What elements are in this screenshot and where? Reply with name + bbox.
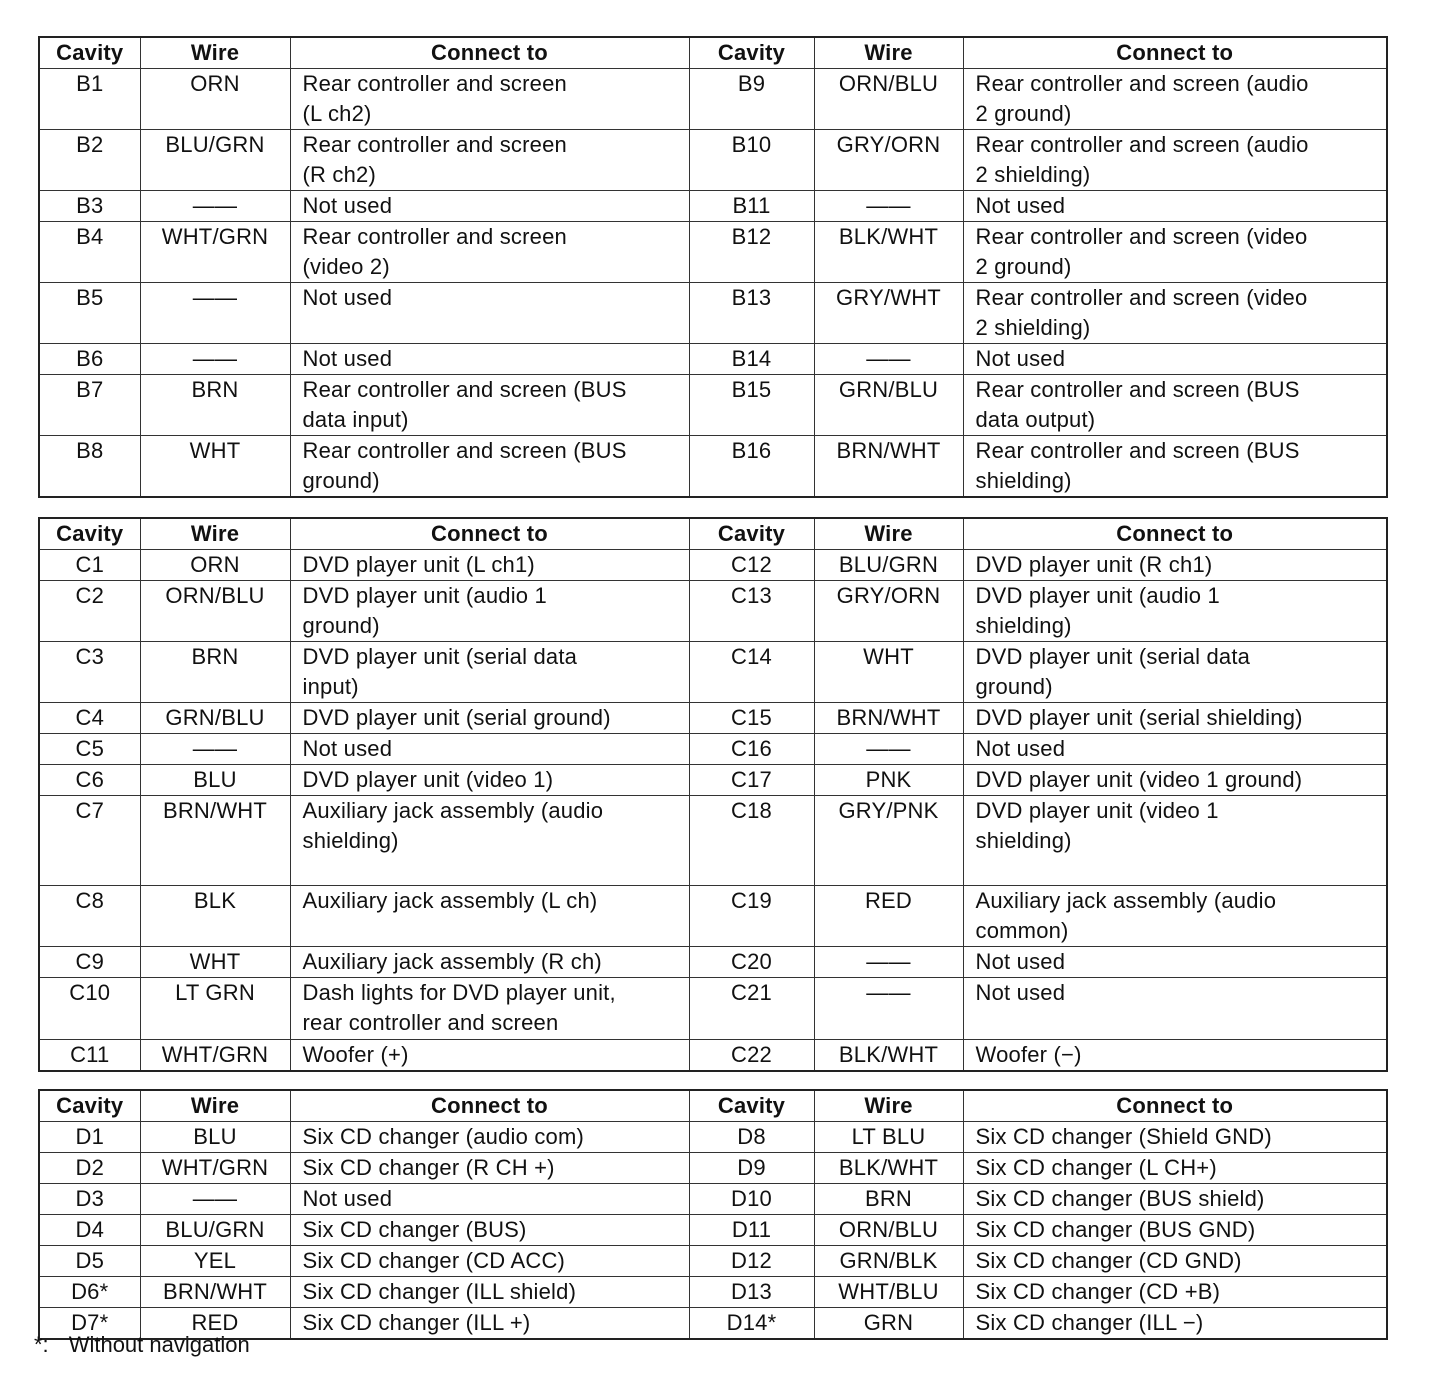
connect-to-cell: Rear controller and screen (video 2 shielding): [963, 283, 1387, 344]
table-row: [39, 1122, 1387, 1153]
connect-to-cell: Six CD changer (R CH +): [290, 1153, 689, 1184]
table-row: [39, 1246, 1387, 1277]
wire-cell: GRY/ORN: [814, 581, 963, 642]
table-row: [39, 978, 1387, 1040]
wire-cell: BLU/GRN: [814, 550, 963, 581]
wire-cell: WHT/GRN: [140, 1040, 290, 1072]
column-header-cavity: Cavity: [39, 1090, 140, 1122]
wire-cell: YEL: [140, 1246, 290, 1277]
connect-to-cell: Six CD changer (L CH+): [963, 1153, 1387, 1184]
connect-to-cell: Rear controller and screen (R ch2): [290, 130, 689, 191]
wire-cell: GRN/BLU: [814, 375, 963, 436]
cavity-cell: C13: [689, 581, 814, 642]
cavity-cell: C1: [39, 550, 140, 581]
cavity-cell: C8: [39, 886, 140, 947]
connect-to-cell: DVD player unit (L ch1): [290, 550, 689, 581]
wire-cell: GRN: [814, 1308, 963, 1340]
wire-cell: ——: [814, 344, 963, 375]
wire-cell: ——: [140, 283, 290, 344]
connect-to-cell: Woofer (+): [290, 1040, 689, 1072]
connect-to-cell: Auxiliary jack assembly (audio common): [963, 886, 1387, 947]
connect-to-cell: Six CD changer (audio com): [290, 1122, 689, 1153]
connect-to-cell: DVD player unit (R ch1): [963, 550, 1387, 581]
connect-to-cell: Rear controller and screen (BUS data input): [290, 375, 689, 436]
cavity-cell: B10: [689, 130, 814, 191]
wire-cell: WHT/BLU: [814, 1277, 963, 1308]
table-row: [39, 796, 1387, 886]
table-row: [39, 222, 1387, 283]
cavity-cell: C15: [689, 703, 814, 734]
cavity-cell: C11: [39, 1040, 140, 1072]
cavity-cell: D9: [689, 1153, 814, 1184]
table-row: [39, 1277, 1387, 1308]
cavity-cell: C10: [39, 978, 140, 1040]
column-header-wire: Wire: [814, 1090, 963, 1122]
column-header-wire: Wire: [140, 1090, 290, 1122]
column-header-wire: Wire: [140, 37, 290, 69]
header-row: [39, 37, 1387, 69]
wire-cell: ORN: [140, 550, 290, 581]
table-row: [39, 703, 1387, 734]
wire-cell: GRY/WHT: [814, 283, 963, 344]
wire-cell: BRN/WHT: [814, 703, 963, 734]
cavity-cell: D2: [39, 1153, 140, 1184]
wire-cell: GRY/PNK: [814, 796, 963, 886]
cavity-cell: B8: [39, 436, 140, 498]
cavity-cell: C20: [689, 947, 814, 978]
column-header-connect: Connect to: [963, 1090, 1387, 1122]
connect-to-cell: Six CD changer (CD ACC): [290, 1246, 689, 1277]
wire-cell: PNK: [814, 765, 963, 796]
table-row: [39, 765, 1387, 796]
connect-to-cell: Rear controller and screen (BUS data output): [963, 375, 1387, 436]
column-header-cavity: Cavity: [689, 37, 814, 69]
cavity-cell: B2: [39, 130, 140, 191]
cavity-cell: B13: [689, 283, 814, 344]
footnote-marker: *:: [34, 1332, 49, 1357]
cavity-cell: C14: [689, 642, 814, 703]
cavity-cell: C19: [689, 886, 814, 947]
cavity-cell: C4: [39, 703, 140, 734]
wire-cell: BLU: [140, 1122, 290, 1153]
column-header-wire: Wire: [814, 37, 963, 69]
table-row: [39, 375, 1387, 436]
column-header-connect: Connect to: [290, 37, 689, 69]
wire-cell: ORN/BLU: [140, 581, 290, 642]
table-row: [39, 436, 1387, 498]
connect-to-cell: DVD player unit (video 1 shielding): [963, 796, 1387, 886]
wire-cell: BLU: [140, 765, 290, 796]
connect-to-cell: Not used: [290, 344, 689, 375]
wire-cell: BLK/WHT: [814, 222, 963, 283]
connect-to-cell: Woofer (−): [963, 1040, 1387, 1072]
cavity-cell: D11: [689, 1215, 814, 1246]
wire-cell: ORN: [140, 69, 290, 130]
connect-to-cell: Auxiliary jack assembly (R ch): [290, 947, 689, 978]
wire-cell: WHT/GRN: [140, 1153, 290, 1184]
connect-to-cell: Six CD changer (CD GND): [963, 1246, 1387, 1277]
table-row: [39, 550, 1387, 581]
connect-to-cell: Not used: [963, 947, 1387, 978]
column-header-cavity: Cavity: [689, 1090, 814, 1122]
cavity-cell: B3: [39, 191, 140, 222]
connect-to-cell: Not used: [963, 978, 1387, 1040]
wire-cell: WHT: [140, 947, 290, 978]
column-header-connect: Connect to: [963, 37, 1387, 69]
wire-cell: GRY/ORN: [814, 130, 963, 191]
connect-to-cell: DVD player unit (video 1): [290, 765, 689, 796]
wire-cell: WHT/GRN: [140, 222, 290, 283]
wire-cell: ——: [814, 978, 963, 1040]
wire-cell: BRN: [140, 642, 290, 703]
column-header-wire: Wire: [814, 518, 963, 550]
wire-cell: BLU/GRN: [140, 1215, 290, 1246]
cavity-cell: C12: [689, 550, 814, 581]
cavity-cell: B1: [39, 69, 140, 130]
connect-to-cell: Six CD changer (CD +B): [963, 1277, 1387, 1308]
wire-cell: RED: [140, 1308, 290, 1340]
cavity-cell: D7*: [39, 1308, 140, 1340]
wire-cell: LT BLU: [814, 1122, 963, 1153]
column-header-connect: Connect to: [963, 518, 1387, 550]
table-row: [39, 130, 1387, 191]
table-row: [39, 191, 1387, 222]
cavity-cell: D13: [689, 1277, 814, 1308]
cavity-table-1: [38, 36, 1388, 498]
cavity-cell: D6*: [39, 1277, 140, 1308]
wire-cell: RED: [814, 886, 963, 947]
cavity-cell: C17: [689, 765, 814, 796]
connect-to-cell: Six CD changer (ILL +): [290, 1308, 689, 1340]
connect-to-cell: Six CD changer (ILL −): [963, 1308, 1387, 1340]
cavity-cell: C3: [39, 642, 140, 703]
connect-to-cell: DVD player unit (serial data ground): [963, 642, 1387, 703]
connect-to-cell: DVD player unit (audio 1 shielding): [963, 581, 1387, 642]
connect-to-cell: Not used: [963, 344, 1387, 375]
wire-cell: BLK: [140, 886, 290, 947]
cavity-cell: D1: [39, 1122, 140, 1153]
table-row: [39, 344, 1387, 375]
cavity-cell: C21: [689, 978, 814, 1040]
wire-cell: ——: [140, 344, 290, 375]
cavity-cell: D10: [689, 1184, 814, 1215]
cavity-cell: C16: [689, 734, 814, 765]
connect-to-cell: Rear controller and screen (video 2): [290, 222, 689, 283]
connect-to-cell: Six CD changer (BUS GND): [963, 1215, 1387, 1246]
cavity-cell: B12: [689, 222, 814, 283]
header-row: [39, 518, 1387, 550]
cavity-cell: C18: [689, 796, 814, 886]
connect-to-cell: Not used: [963, 191, 1387, 222]
cavity-cell: B14: [689, 344, 814, 375]
connect-to-cell: Not used: [290, 1184, 689, 1215]
wire-cell: WHT: [814, 642, 963, 703]
connect-to-cell: Not used: [290, 191, 689, 222]
cavity-cell: D12: [689, 1246, 814, 1277]
cavity-cell: B15: [689, 375, 814, 436]
connect-to-cell: Rear controller and screen (BUS shielding): [963, 436, 1387, 498]
wire-cell: ——: [140, 1184, 290, 1215]
footnote-text: Without navigation: [68, 1332, 250, 1357]
wire-cell: BRN/WHT: [814, 436, 963, 498]
connect-to-cell: Rear controller and screen (BUS ground): [290, 436, 689, 498]
table-row: [39, 1215, 1387, 1246]
cavity-cell: D5: [39, 1246, 140, 1277]
connect-to-cell: Dash lights for DVD player unit, rear controller and screen: [290, 978, 689, 1040]
wire-cell: ——: [814, 191, 963, 222]
connect-to-cell: Rear controller and screen (audio 2 shielding): [963, 130, 1387, 191]
connect-to-cell: Rear controller and screen (L ch2): [290, 69, 689, 130]
column-header-cavity: Cavity: [39, 37, 140, 69]
cavity-cell: D14*: [689, 1308, 814, 1340]
table-row: [39, 581, 1387, 642]
table-row: [39, 69, 1387, 130]
cavity-table-2: [38, 517, 1388, 1072]
table-row: [39, 886, 1387, 947]
table-row: [39, 1184, 1387, 1215]
table-row: [39, 947, 1387, 978]
wire-cell: ——: [814, 734, 963, 765]
cavity-cell: C7: [39, 796, 140, 886]
wire-cell: BLK/WHT: [814, 1153, 963, 1184]
wire-cell: BRN: [814, 1184, 963, 1215]
wire-cell: GRN/BLK: [814, 1246, 963, 1277]
cavity-cell: B9: [689, 69, 814, 130]
cavity-cell: C5: [39, 734, 140, 765]
wire-cell: ORN/BLU: [814, 1215, 963, 1246]
connect-to-cell: Not used: [963, 734, 1387, 765]
cavity-cell: D4: [39, 1215, 140, 1246]
column-header-cavity: Cavity: [39, 518, 140, 550]
wire-cell: ——: [140, 191, 290, 222]
connect-to-cell: Six CD changer (Shield GND): [963, 1122, 1387, 1153]
table-row: [39, 1153, 1387, 1184]
cavity-table-3: [38, 1089, 1388, 1340]
table-row: [39, 283, 1387, 344]
connect-to-cell: Rear controller and screen (audio 2 ground): [963, 69, 1387, 130]
connect-to-cell: Six CD changer (ILL shield): [290, 1277, 689, 1308]
connect-to-cell: DVD player unit (serial data input): [290, 642, 689, 703]
cavity-cell: B4: [39, 222, 140, 283]
wire-cell: WHT: [140, 436, 290, 498]
wire-cell: BLU/GRN: [140, 130, 290, 191]
wire-cell: BLK/WHT: [814, 1040, 963, 1072]
wire-cell: ——: [814, 947, 963, 978]
cavity-cell: B16: [689, 436, 814, 498]
wire-cell: BRN: [140, 375, 290, 436]
table-row: [39, 734, 1387, 765]
wire-cell: BRN/WHT: [140, 796, 290, 886]
column-header-cavity: Cavity: [689, 518, 814, 550]
table-row: [39, 1040, 1387, 1072]
connect-to-cell: Auxiliary jack assembly (audio shielding): [290, 796, 689, 886]
column-header-wire: Wire: [140, 518, 290, 550]
cavity-cell: C6: [39, 765, 140, 796]
column-header-connect: Connect to: [290, 518, 689, 550]
connect-to-cell: Auxiliary jack assembly (L ch): [290, 886, 689, 947]
wire-cell: BRN/WHT: [140, 1277, 290, 1308]
connect-to-cell: Rear controller and screen (video 2 ground): [963, 222, 1387, 283]
wire-cell: ——: [140, 734, 290, 765]
connect-to-cell: DVD player unit (serial shielding): [963, 703, 1387, 734]
cavity-cell: B5: [39, 283, 140, 344]
cavity-cell: B11: [689, 191, 814, 222]
connect-to-cell: Not used: [290, 734, 689, 765]
cavity-cell: C22: [689, 1040, 814, 1072]
connect-to-cell: Six CD changer (BUS): [290, 1215, 689, 1246]
footnote: [34, 1330, 250, 1360]
connect-to-cell: DVD player unit (audio 1 ground): [290, 581, 689, 642]
cavity-cell: C9: [39, 947, 140, 978]
wire-cell: LT GRN: [140, 978, 290, 1040]
cavity-cell: C2: [39, 581, 140, 642]
connect-to-cell: Not used: [290, 283, 689, 344]
cavity-cell: D3: [39, 1184, 140, 1215]
cavity-cell: B7: [39, 375, 140, 436]
cavity-cell: B6: [39, 344, 140, 375]
header-row: [39, 1090, 1387, 1122]
table-row: [39, 642, 1387, 703]
wire-cell: ORN/BLU: [814, 69, 963, 130]
wire-cell: GRN/BLU: [140, 703, 290, 734]
cavity-cell: D8: [689, 1122, 814, 1153]
connect-to-cell: DVD player unit (video 1 ground): [963, 765, 1387, 796]
connect-to-cell: Six CD changer (BUS shield): [963, 1184, 1387, 1215]
column-header-connect: Connect to: [290, 1090, 689, 1122]
connect-to-cell: DVD player unit (serial ground): [290, 703, 689, 734]
